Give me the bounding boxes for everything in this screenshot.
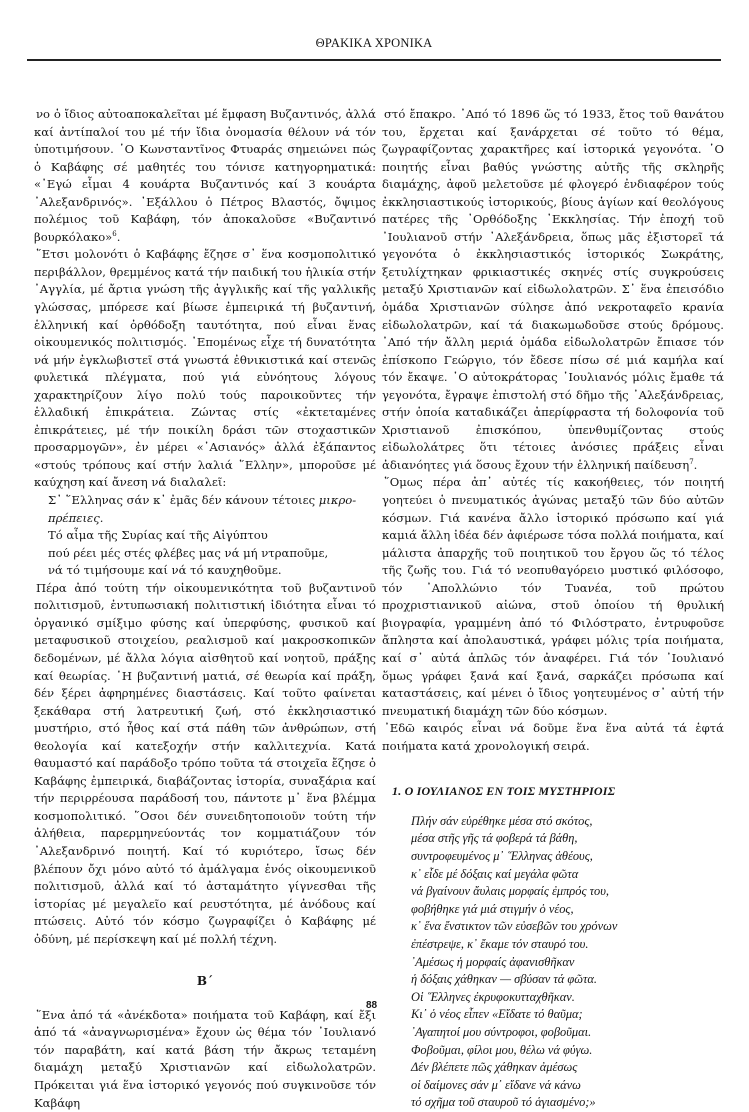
poem-line: Δέν βλέπετε πῶς χάθηκαν ἀμέσως xyxy=(411,1060,578,1075)
poem-line: μέσα στῆς γῆς τά φοβερά τά βάθη, xyxy=(411,831,578,846)
poem-line: οἱ δαίμονες σάν μ᾿ εἴδανε νά κάνω xyxy=(411,1077,581,1092)
running-header: ΘΡΑΚΙΚΑ ΧΡΟΝΙΚΑ xyxy=(315,36,433,50)
poem-line: Πλήν σάν εὑρέθηκε μέσα στό σκότος, xyxy=(411,813,593,828)
paragraph: νο ὁ ἴδιος αὐτοαποκαλεῖται μέ ἔμφαση Βυζαντινός, ἀλλά καί ἀντίπαλοί του μέ τήν ἴδια ὀνομασία θέλουν νά τόν ὑποτιμήσουν. ῾Ο Κωνσταντῖνος Φτυαράς σημειώνει πώς ὁ Καβάφης σέ μαθητές του τόνισε κατηγορηματικά: «᾿Εγώ εἶμαι 4 κουάρτα Βυζαντινός καί 3 κουάρτα ᾿Αλεξανδρινός». ᾿Εξάλλου ὁ Πέτρος Βλαστός, ὄψιμος πολέμιος τοῦ Καβάφη, τόν ἀποκαλοῦσε «Βυζαντινό βουρκόλακο»$^6$. xyxy=(34,107,376,244)
paragraph: ῞Ενα ἀπό τά «ἀνέκδοτα» ποιήματα τοῦ Καβάφη, καί ἔξι ἀπό τά «ἀναγνωρισμένα» ἔχουν ὡς θέμα τόν ᾿Ιουλιανό τόν παραβάτη, καί κατά βάση τήν ἄκρως τεταμένη διαμάχη μεταξύ Χριστιανῶν καί εἰδωλολατρῶν. Πρόκειται γιά ἕνα ἱστορικό γεγονός πού συγκινοῦσε τόν Καβάφη xyxy=(34,1007,376,1110)
poem-line: κ᾿ εἶδε μέ δόξαις καί μεγάλα φῶτα xyxy=(411,866,579,881)
poem-title: 1. Ο ΙΟΥΛΙΑΝΟΣ ΕΝ ΤΟΙΣ ΜΥΣΤΗΡΙΟΙΣ xyxy=(392,784,616,799)
verse-line: Τό αἷμα τῆς Συρίας καί τῆς Αἰγύπτου xyxy=(48,528,268,543)
verse-line: πού ρέει μές στές φλέβες μας νά μή ντραποῦμε, xyxy=(48,545,329,560)
left-column xyxy=(34,106,376,1112)
verse-line-italic: πρέπειες. xyxy=(48,510,104,525)
poem xyxy=(411,813,724,1112)
paragraph: ῞Ομως πέρα ἀπ᾿ αὐτές τίς κακοήθειες, τόν ποιητή γοητεύει ὁ πνευματικός ἀγώνας μεταξύ τῶν δύο αὐτῶν κόσμων. Γιά κανένα ἄλλο ἱστορικό πρόσωπο καί γιά καμιά ἄλλη ἰδέα δέν ἀφιέρωσε τόσα πολλά ποιήματα, καί μάλιστα ἀπαρχῆς τοῦ ποιητικοῦ του ἔργου ὥς τό τέλος τῆς ζωῆς του. Γιά τό νεοπυθαγόρειο μυστικό φιλόσοφο, τόν ᾿Απολλώνιο τόν Τυανέα, τοῦ πρώτου προχριστιανικοῦ αἰώνα, στοῦ ὁποίου τή θρυλική βιογραφία, γραμμένη ἀπό τό Φιλόστρατο, ἐντρυφοῦσε ἄπληστα καί ἀπολαυστικά, γράφει μόλις τρία ποιήματα, καί σ᾿ αὐτά ἁπλῶς τόν ἀναφέρει. Γιά τόν ᾿Ιουλιανό ὅμως γράφει ξανά καί ξανά, σαρκάζει πρόσωπα καί καταστάσεις, καί μένει ὁ ἴδιος γοητευμένος σ᾿ αὐτή τήν πνευματική διαμάχη τῶν δύο κόσμων. xyxy=(382,475,724,718)
footnote-marker: 6 xyxy=(112,229,117,238)
verse-line: Σ᾿ ῞Ελληνας σάν κ᾿ ἐμᾶς δέν κάνουν τέτοιες xyxy=(48,493,319,508)
verse-line-italic: μικρο- xyxy=(318,493,357,508)
poem-line: τό σχῆμα τοῦ σταυροῦ τό ἁγιασμένο;» xyxy=(411,1095,596,1110)
verse-line: νά τό τιμήσουμε καί νά τό καυχηθοῦμε. xyxy=(48,563,282,578)
footnote-marker: 7 xyxy=(689,458,694,467)
poem-line: κ᾿ ἕνα ἔνστικτον τῶν εὐσεβῶν του χρόνων xyxy=(411,919,618,934)
header-rule xyxy=(27,59,721,61)
paragraph: στό ἔπακρο. ᾿Από τό 1896 ὥς τό 1933, ἔτος τοῦ θανάτου του, ἔρχεται καί ξανάρχεται σέ τοῦτο τό θέμα, ζωγραφίζοντας χαρακτῆρες καί ἱστορικά γεγονότα. ῾Ο ποιητής εἶναι βαθύς γνώστης αὐτῆς τῆς σκληρῆς διαμάχης, ἀφοῦ μελετοῦσε μέ φλογερό ἐνδιαφέρον τούς ἐκκλησιαστικούς ἱστορικούς, βίους ἁγίων καί θεολόγους πατέρες τῆς ᾿Ορθόδοξης ᾿Εκκλησίας. Τήν ἐποχή τοῦ ᾿Ιουλιανοῦ στήν ᾿Αλεξάνδρεια, ὅπως μᾶς ἐξιστορεῖ τά γεγονότα ὁ ἐκκλησιαστικός ἱστορικός Σωκράτης, ξετυλίχτηκαν φρικιαστικές σκηνές στίς συγκρούσεις μεταξύ Χριστιανῶν καί εἰδωλολατρῶν. Σ᾿ ἕνα ἐπεισόδιο ὁμάδα Χριστιανῶν σύλησε ἀπό νεκροταφεῖο κρανία εἰδωλολατρῶν, καί τά διακωμωδοῦσε στούς δρόμους. ᾿Από τήν ἄλλη μεριά ὁμάδα εἰδωλολατρῶν ἔπιασε τόν ἐπίσκοπο Γεώργιο, τόν ἔδεσε πίσω σέ μιά καμήλα καί τόν ἔκαψε. ῾Ο αὐτοκράτορας ᾿Ιουλιανός μόλις ἔμαθε τά γεγονότα, ἔγραψε ἐπιστολή στό δῆμο τῆς ᾿Αλεξάνδρειας, στήν ὁποία καταδικάζει ἀπερίφραστα τή δολοφονία τοῦ Χριστιανοῦ ἐπισκόπου, ὑπενθυμίζοντας στούς εἰδωλολάτρες ὅτι τέτοιες ἀνόσιες πράξεις εἶναι ἀδιανόητες γιά ὅσους ἔχουν τήν ἑλληνική παίδευση$^7$. xyxy=(382,107,724,472)
paragraph: ῞Ετσι μολονότι ὁ Καβάφης ἔζησε σ᾿ ἕνα κοσμοπολιτικό περιβάλλον, θρεμμένος κατά τήν παιδική του ἡλικία στήν ᾿Αγγλία, μέ ἄρτια γνώση τῆς ἀγγλικῆς καί τῆς γαλλικῆς γλώσσας, μπόρεσε καί βίωσε ἐμπειρικά τή βυζαντινή, ἑλληνική καί ὀρθόδοξη ταυτότητα, πού εἶναι ἕνας οἰκουμενικός πολιτισμός. ᾿Επομένως εἶχε τή δυνατότητα νά μήν ἐγκλωβιστεῖ στά γνωστά ἐθνικιστικά καί στενῶς φυλετικά πλέγματα, πού γιά εὐνόητους λόγους χαρακτηρίζουν λίγο πολύ τούς παροικοῦντες τήν ἑλλαδική ἐπικράτεια. Ζώντας στίς «ἐκτεταμένες ἐπικράτειες, μέ τήν ποικίλη δράσι τῶν στοχαστικῶν προσαρμογῶν», ἐν μέρει «᾿Ασιανός» ἀλλά ἐξάπαντος «στούς τρόπους καί στήν λαλιά ῞Ελλην», μποροῦσε μέ καύχηση καί ἄνεση νά διαλαλεῖ: xyxy=(34,247,376,490)
poem-line: συντροφευμένος μ᾿ ῞Ελληνας ἀθέους, xyxy=(411,848,593,863)
paragraph-text: στό ἔπακρο. ᾿Από τό 1896 ὥς τό 1933, ἔτος τοῦ θανάτου του, ἔρχεται καί ξανάρχεται σέ τοῦτο τό θέμα, ζωγραφίζοντας χαρακτῆρες καί ἱστορικά γεγονότα. ῾Ο ποιητής εἶναι βαθύς γνώστης αὐτῆς τῆς σκληρῆς διαμάχης, ἀφοῦ μελετοῦσε μέ φλογερό ἐνδιαφέρον τούς ἐκκλησιαστικούς ἱστορικούς, βίους ἁγίων καί θεολόγους πατέρες τῆς ᾿Ορθόδοξης ᾿Εκκλησίας. Τήν ἐποχή τοῦ ᾿Ιουλιανοῦ στήν ᾿Αλεξάνδρεια, ὅπως μᾶς ἐξιστορεῖ τά γεγονότα ὁ ἐκκλησιαστικός ἱστορικός Σωκράτης, ξετυλίχτηκαν φρικιαστικές σκηνές στίς συγκρούσεις μεταξύ Χριστιανῶν καί εἰδωλολατρῶν. Σ᾿ ἕνα ἐπεισόδιο ὁμάδα Χριστιανῶν σύλησε ἀπό νεκροταφεῖο κρανία εἰδωλολατρῶν, καί τά διακωμωδοῦσε στούς δρόμους. ᾿Από τήν ἄλλη μεριά ὁμάδα εἰδωλολατρῶν ἔπιασε τόν ἐπίσκοπο Γεώργιο, τόν ἔδεσε πίσω σέ μιά καμήλα καί τόν ἔκαψε. ῾Ο αὐτοκράτορας ᾿Ιουλιανός μόλις ἔμαθε τά γεγονότα, ἔγραψε ἐπιστολή στό δῆμο τῆς ᾿Αλεξάνδρειας, στήν ὁποία καταδικάζει ἀπερίφραστα τή δολοφονία τοῦ Χριστιανοῦ ἐπισκόπου, ὑπενθυμίζοντας στούς εἰδωλολάτρες ὅτι τέτοιες ἀνόσιες πράξεις εἶναι ἀδιανόητες γιά ὅσους ἔχουν τήν ἑλληνική παίδευση xyxy=(382,107,724,472)
poem-line: Οἱ ῞Ελληνες ἐκρυφοκυτταχθῆκαν. xyxy=(411,989,575,1004)
poem-line: Φοβοῦμαι, φίλοι μου, θέλω νά φύγω. xyxy=(411,1042,593,1057)
poem-line: νά βγαίνουν ἄυλαις μορφαίς ἐμπρός του, xyxy=(411,884,609,899)
poem-line: ᾿Αμέσως ἡ μορφαίς ἀφανισθῆκαν xyxy=(411,954,575,969)
poem-line: ᾿Αγαπητοί μου σύντροφοι, φοβοῦμαι. xyxy=(411,1024,592,1039)
poem-line: Κι᾿ ὁ νέος εἶπεν «Εἴδατε τό θαῦμα; xyxy=(411,1007,583,1022)
poem-line: ἡ δόξαις χάθηκαν — σβύσαν τά φῶτα. xyxy=(411,972,598,987)
paragraph-text: νο ὁ ἴδιος αὐτοαποκαλεῖται μέ ἔμφαση Βυζαντινός, ἀλλά καί ἀντίπαλοί του μέ τήν ἴδια ὀνομασία θέλουν νά τόν ὑποτιμήσουν. ῾Ο Κωνσταντῖνος Φτυαράς σημειώνει πώς ὁ Καβάφης σέ μαθητές του τόνισε κατηγορηματικά: «᾿Εγώ εἶμαι 4 κουάρτα Βυζαντινός καί 3 κουάρτα ᾿Αλεξανδρινός». ᾿Εξάλλου ὁ Πέτρος Βλαστός, ὄψιμος πολέμιος τοῦ Καβάφη, τόν ἀποκαλοῦσε «Βυζαντινό βουρκόλακο» xyxy=(34,107,376,244)
poem-line: ἐπέστρεψε, κ᾿ ἔκαμε τόν σταυρό του. xyxy=(411,936,589,951)
poem-line: φοβήθηκε γιά μιά στιγμήν ὁ νέος, xyxy=(411,901,574,916)
section-heading: Β΄ xyxy=(196,974,214,989)
paragraph: ᾿Εδῶ καιρός εἶναι νά δοῦμε ἕνα ἕνα αὐτά τά ἑφτά ποιήματα κατά χρονολογική σειρά. xyxy=(382,721,724,753)
paragraph: Πέρα ἀπό τούτη τήν οἰκουμενικότητα τοῦ βυζαντινοῦ πολιτισμοῦ, ἐντυπωσιακή πολιτιστική ἰδιότητα εἶναι τό ὀργανικό σμίξιμο φύσης καί ὑπερφύσης, φυσικοῦ καί μεταφυσικοῦ στοιχείου, ρεαλισμοῦ καί μακροσκοπικῶν δεδομένων, μέ ἄλλα λόγια αἰσθητοῦ καί νοητοῦ, πράξης καί θεωρίας. ῾Η βυζαντινή ματιά, σέ θεωρία καί πράξη, δέν ξέρει ἀφηρημένες διαστάσεις. Καί τοῦτο φαίνεται ξεκάθαρα στή λατρευτική ζωή, στό ἐκκλησιαστικό μυστήριο, στό ἦθος καί στά πάθη τῶν ἀνθρώπων, στή θεολογία καί κατεξοχήν στήν καλλιτεχνία. Κατά θαυμαστό καί παράδοξο τρόπο τοῦτα τά στοιχεῖα ἔζησε ὁ Καβάφης ἐμπειρικά, διαβάζοντας ἱστορία, συναξάρια καί τήν περιρρέουσα παράδοσή του, πάντοτε μ᾿ ἕνα βλέμμα κοσμοπολιτικό. ῞Οσοι δέν συνειδητοποιοῦν τούτη τήν ἀλήθεια, παρερμηνεύοντάς τον κομματιάζουν τόν ᾿Αλεξανδρινό ποιητή. Καί τό κυριότερο, ἴσως δέν βλέπουν ὄχι μόνο αὐτό τό ἀμάλγαμα ἑνός οἰκουμενικοῦ πολιτισμοῦ, ἀλλά καί τό ἀσταμάτητο γίγνεσθαι τῆς ἱστορίας μέ μεγαλεῖο καί ρευστότητα, μέ ἀνόδους καί πτώσεις. Αὐτό τόν κόσμο ζωγραφίζει ὁ Καβάφης μέ ὀδύνη, μέ περίσκεψη καί μέ πολλή τέχνη. xyxy=(34,580,376,946)
page-number: 88 xyxy=(366,1000,378,1011)
quoted-verse xyxy=(48,492,376,580)
right-column xyxy=(382,106,724,1112)
